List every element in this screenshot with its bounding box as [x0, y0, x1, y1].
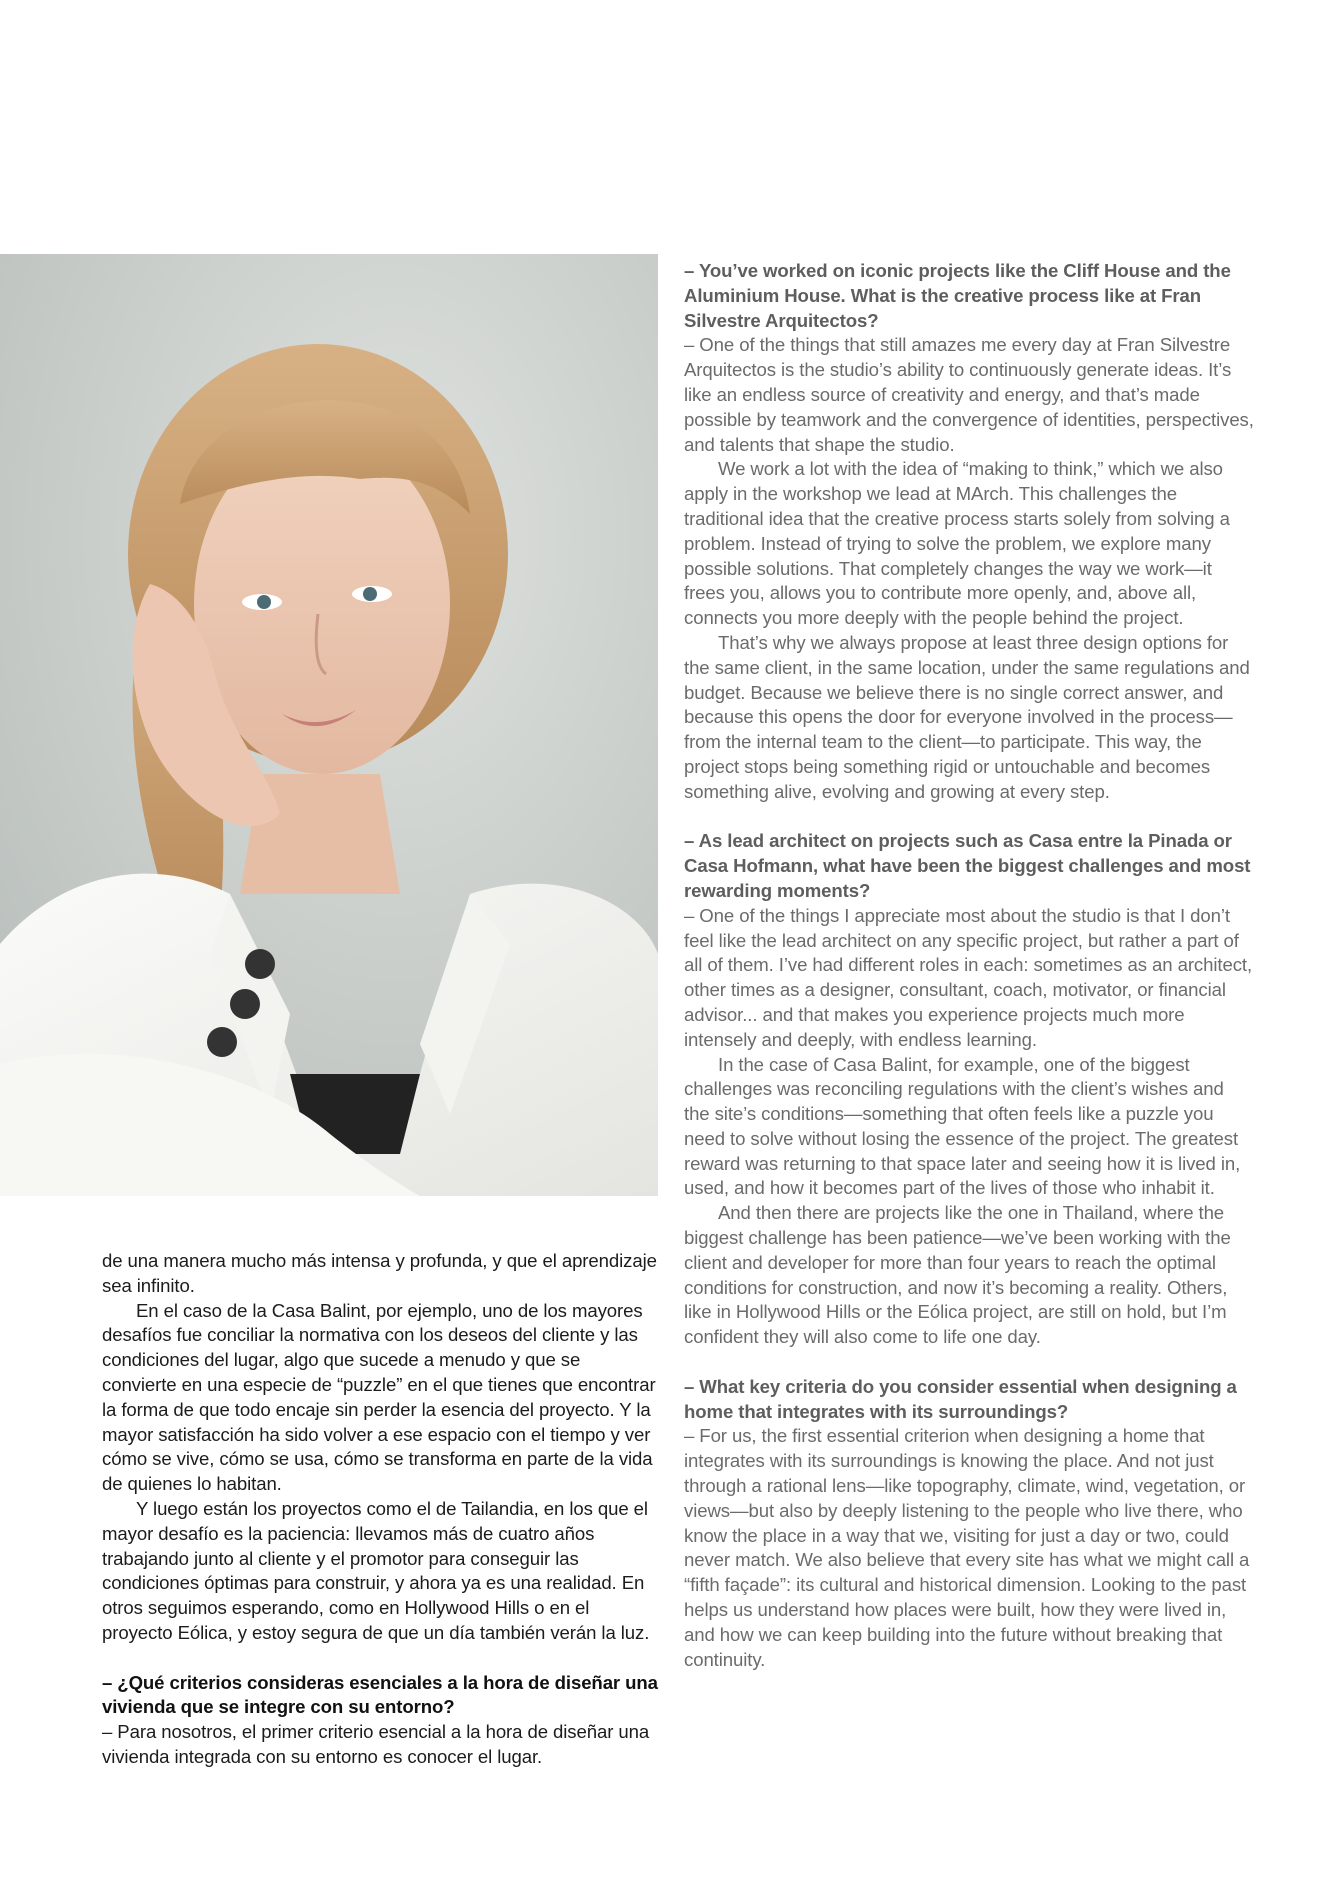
spacer	[684, 805, 1254, 830]
paragraph: – Para nosotros, el primer criterio esencial a la hora de diseñar una vivienda integrada con su entorno es conocer el lugar.	[102, 1721, 650, 1767]
paragraph: We work a lot with the idea of “making to think,” which we also apply in the workshop we lead at MArch. This challenges the traditional idea that the creative process starts solely from solving a problem. Instead of trying to solve the problem, we explore many possible solutions. That completely changes the way we work—it frees you, allows you to contribute more openly, and, above all, connects you more deeply with the people behind the project.	[684, 458, 1230, 629]
paragraph: Y luego están los proyectos como el de Tailandia, en los que el mayor desafío es la paciencia: llevamos más de cuatro años trabajando junto al cliente y el promotor para conseguir las condiciones óptimas para construir, y ahora ya es una realidad. En otros seguimos esperando, como en Hollywood Hills o en el proyecto Eólica, y estoy segura de que un día también verán la luz.	[102, 1497, 650, 1643]
paragraph: In the case of Casa Balint, for example, one of the biggest challenges was reconciling regulations with the client’s wishes and the site’s conditions—something that often feels like a puzzle you need to solve without losing the essence of the project. The greatest reward was returning to that space later and seeing how it is lived in, used, and how it becomes part of the lives of those who inhabit it.	[684, 1053, 1241, 1199]
paragraph: That’s why we always propose at least three design options for the same client, in the same location, under the same regulations and budget. Because we believe there is no single correct answer, and because this opens the door for everyone involved in the process—from the internal team to the client—to participate. This way, the project stops being something rigid or untouchable and becomes something alive, evolving and growing at every step.	[684, 631, 1250, 802]
spacer	[684, 1350, 1254, 1375]
portrait-illustration	[0, 254, 658, 1196]
spacer	[102, 1646, 658, 1671]
paragraph: En el caso de la Casa Balint, por ejemplo, uno de los mayores desafíos fue conciliar la normativa con los deseos del cliente y las condiciones del lugar, algo que sucede a menudo y que se convierte en una especie de “puzzle” en el que tienes que encontrar la forma de que todo encaje sin perder la esencia del proyecto. Y la mayor satisfacción ha sido volver a ese espacio con el tiempo y ver cómo se vive, cómo se usa, cómo se transforma en parte de la vida de quienes lo habitan.	[102, 1299, 656, 1495]
portrait-photo	[0, 254, 658, 1196]
paragraph: – One of the things that still amazes me every day at Fran Silvestre Arquitectos is the studio’s ability to continuously generate ideas. It’s like an endless source of creativity and energy, and that’s made possible by teamwork and the convergence of identities, perspectives, and talents that shape the studio.	[684, 334, 1254, 455]
paragraph: – For us, the first essential criterion when designing a home that integrates with its surroundings is knowing the place. And not just through a rational lens—like topography, climate, wind, vegetation, or views—but also by deeply listening to the people who live there, who know the place in a way that we, visiting for just a day or two, could never match. We also believe that every site has what we might call a “fifth façade”: its cultural and historical dimension. Looking to the past helps us understand how places were built, how they were lived in, and how we can keep building into the future without breaking that continuity.	[684, 1425, 1250, 1670]
interview-question: – You’ve worked on iconic projects like the Cliff House and the Aluminium House. What is the creative process like at Fran Silvestre Arquitectos?	[684, 260, 1231, 331]
paragraph: And then there are projects like the one in Thailand, where the biggest challenge has been patience—we’ve been working with the client and developer for more than four years to reach the optimal conditions for construction, and now it’s becoming a reality. Others, like in Hollywood Hills or the Eólica project, are still on hold, but I’m confident they will also come to life one day.	[684, 1202, 1231, 1348]
interview-question: – ¿Qué criterios consideras esenciales a la hora de diseñar una vivienda que se integre con su entorno?	[102, 1671, 658, 1718]
paragraph: de una manera mucho más intensa y profunda, y que el aprendizaje sea infinito.	[102, 1250, 657, 1296]
paragraph: – One of the things I appreciate most about the studio is that I don’t feel like the lead architect on any specific project, but rather a part of all of them. I’ve had different roles in each: sometimes as an architect, other times as a designer, consultant, coach, motivator, or financial advisor... and that makes you experience projects much more intensely and deeply, with endless learning.	[684, 904, 1253, 1050]
right-column-text	[684, 259, 1254, 1672]
interview-question: – As lead architect on projects such as Casa entre la Pinada or Casa Hofmann, what have been the biggest challenges and most rewarding moments?	[684, 830, 1251, 901]
interview-question: – What key criteria do you consider essential when designing a home that integrates with its surroundings?	[684, 1375, 1237, 1422]
left-column-text	[102, 1249, 658, 1770]
